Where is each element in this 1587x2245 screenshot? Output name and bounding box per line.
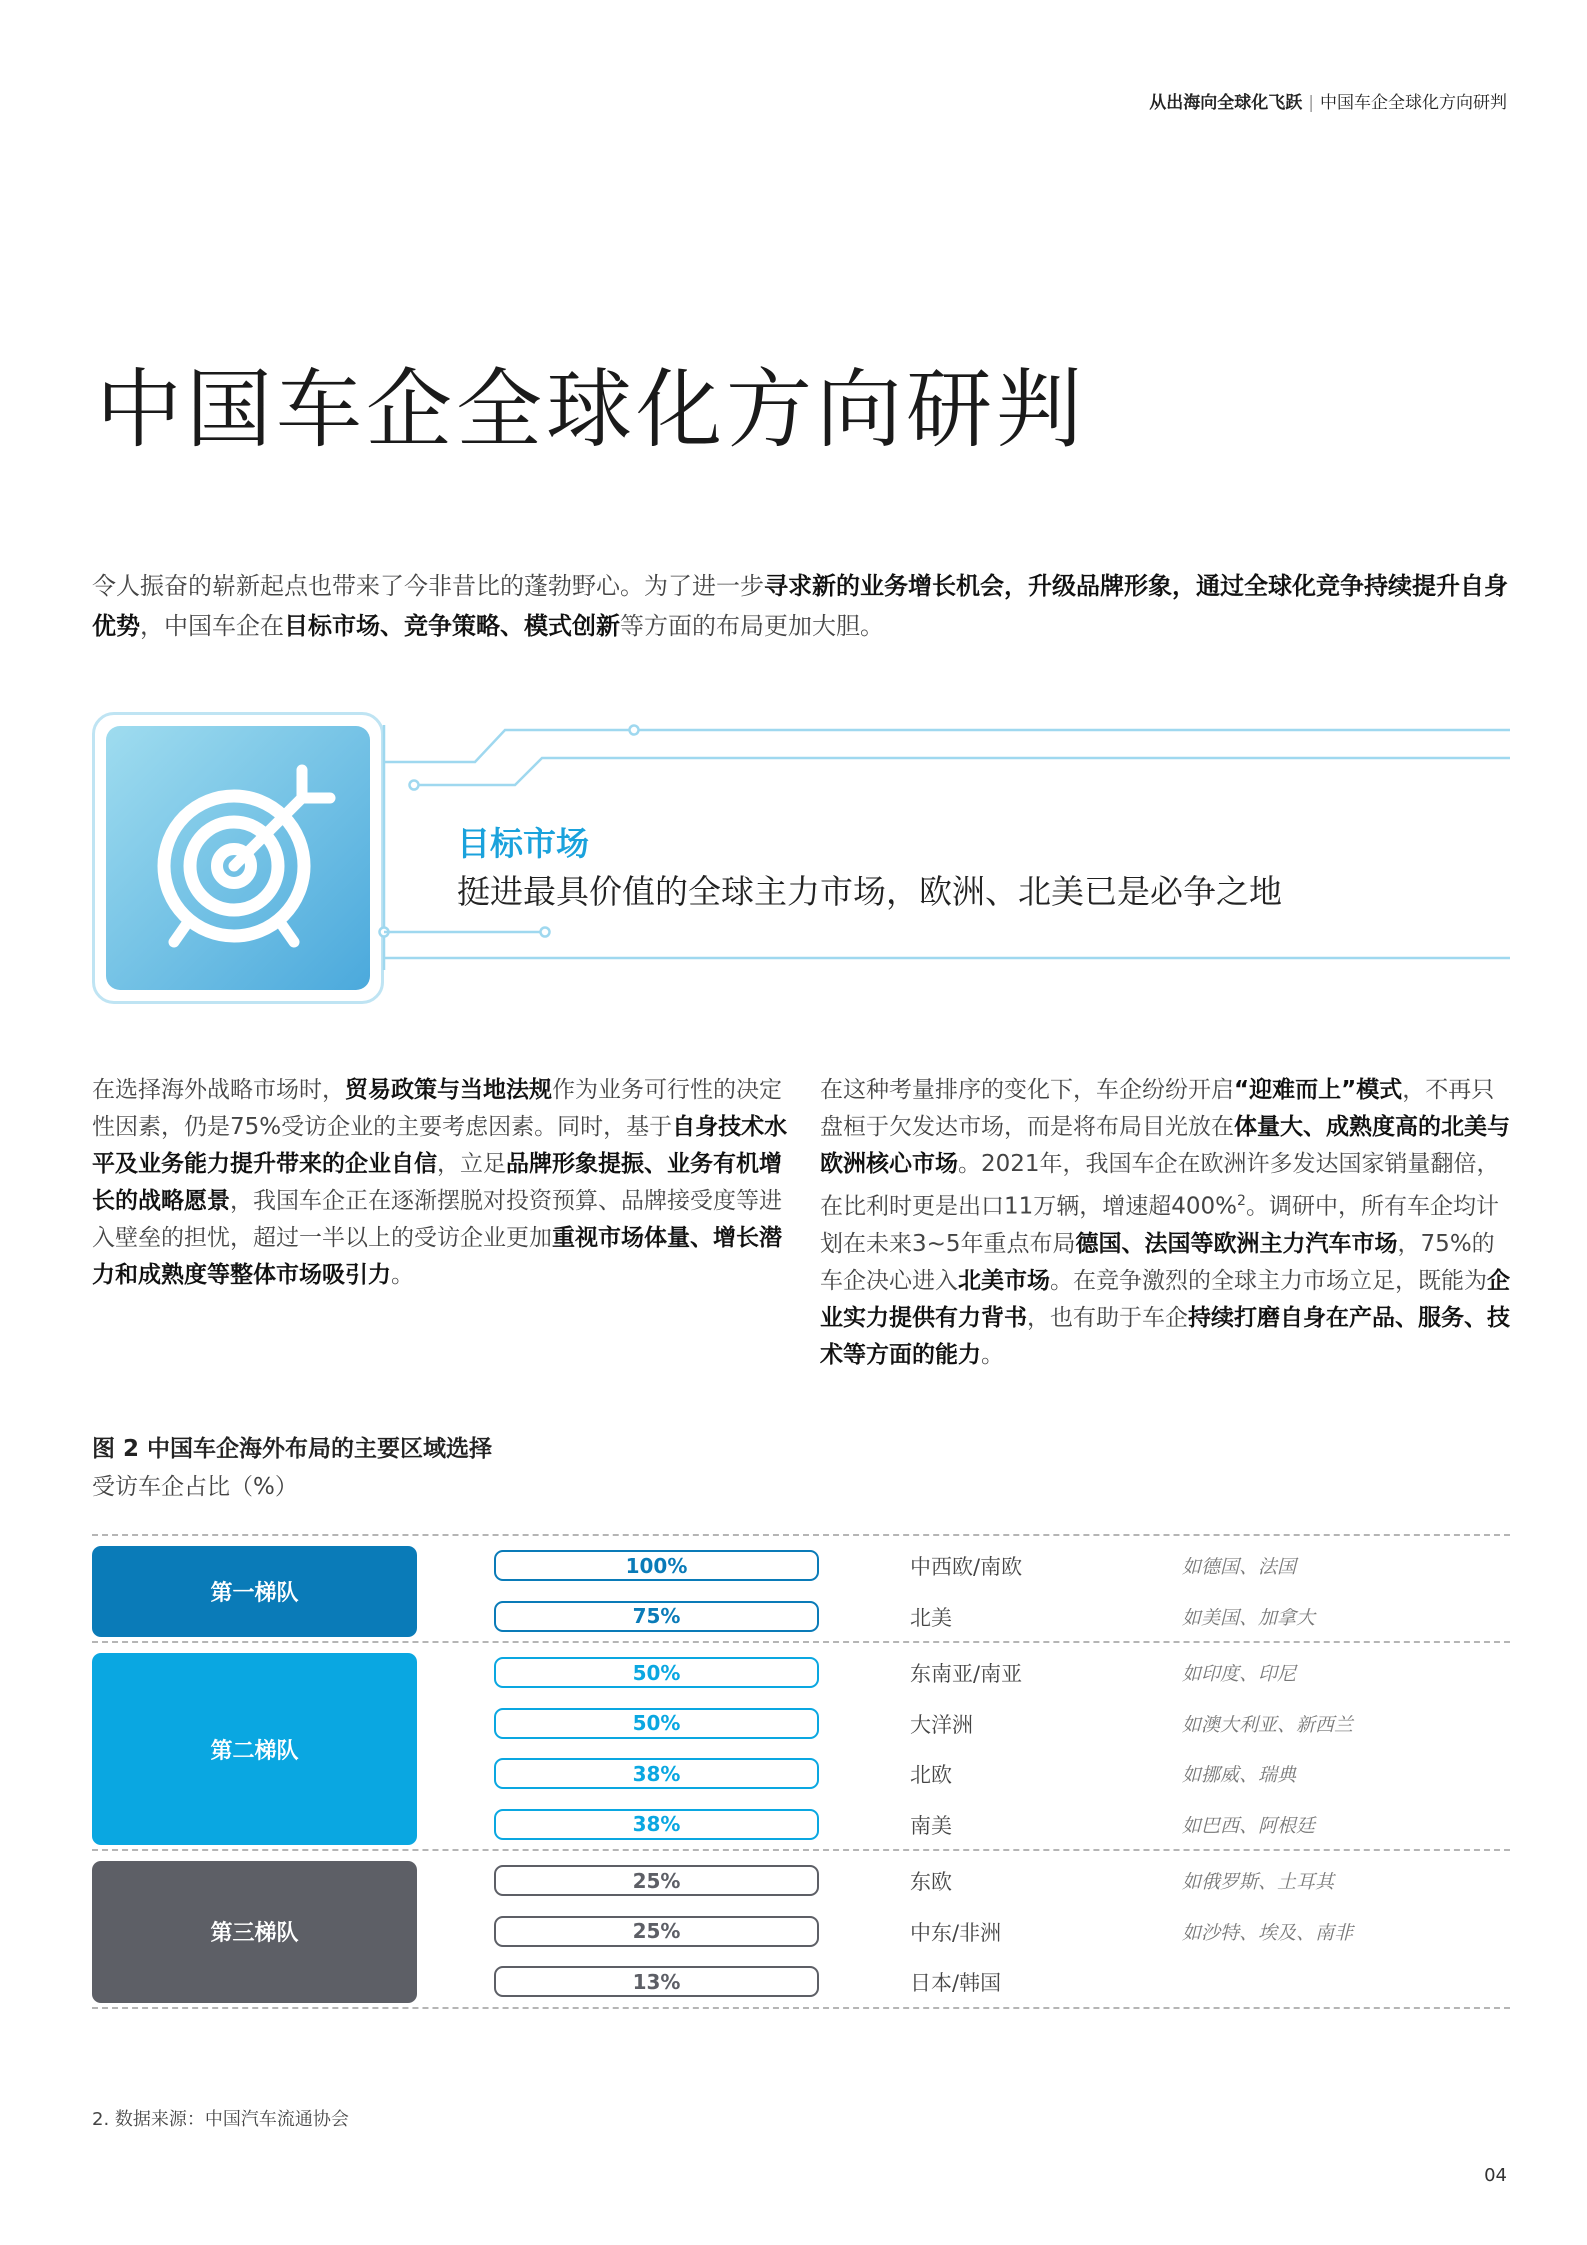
region-example: 如俄罗斯、土耳其: [1182, 1871, 1335, 1894]
page-title: 中国车企全球化方向研判: [96, 360, 1086, 460]
text-run: ，中国车企在: [140, 612, 284, 640]
emphasis-text: 目标市场、竞争策略、模式创新: [284, 612, 620, 640]
text-run: ，我国车企正在逐渐摆脱对投资预算、品牌接受度等进入壁垒的担忧，超过一半以上的受访企业更加: [92, 1188, 782, 1251]
divider-line: [92, 2007, 1510, 2009]
header-bold: 从出海向全球化飞跃: [1149, 93, 1303, 113]
region-example: 如德国、法国: [1182, 1556, 1297, 1579]
text-run: 。在竞争激烈的全球主力市场立足，既能为: [1050, 1267, 1487, 1294]
text-run: ，75%的车企决心进入: [820, 1230, 1495, 1294]
region-label: 东南亚/南亚: [910, 1662, 1023, 1687]
region-label: 东欧: [910, 1870, 952, 1895]
region-label: 北欧: [910, 1763, 952, 1788]
text-run: ，立足: [437, 1151, 506, 1177]
emphasis-text: 贸易政策与当地法规: [345, 1077, 552, 1103]
percent-pill: 100%: [494, 1550, 819, 1581]
section-icon-tile: [106, 726, 370, 990]
section-title: 目标市场: [457, 824, 589, 863]
figure-subtitle: 受访车企占比（%）: [92, 1474, 298, 1500]
tier-badge: 第一梯队: [92, 1546, 417, 1637]
tier-badge: 第三梯队: [92, 1861, 417, 2003]
region-label: 中西欧/南欧: [910, 1555, 1023, 1580]
emphasis-text: 德国、法国等欧洲主力汽车市场: [1075, 1230, 1398, 1257]
region-example: 如挪威、瑞典: [1182, 1764, 1297, 1787]
text-run: 作为业务可行性的决定性因素，仍是75%受访企业的主要考虑因素。同时，基于: [92, 1077, 782, 1140]
percent-pill: 38%: [494, 1758, 819, 1789]
header-text: 中国车企全球化方向研判: [1320, 93, 1507, 113]
header-separator: |: [1308, 93, 1314, 113]
divider-line: [92, 1849, 1510, 1851]
footnote-ref: 2: [1237, 1193, 1246, 1209]
text-run: 令人振奋的崭新起点也带来了今非昔比的蓬勃野心。为了进一步: [92, 572, 764, 600]
figure-title: 图 2 中国车企海外布局的主要区域选择: [92, 1436, 493, 1462]
running-header: [1149, 88, 1507, 113]
emphasis-text: 北美市场: [958, 1267, 1050, 1294]
region-label: 南美: [910, 1813, 952, 1838]
percent-pill: 75%: [494, 1601, 819, 1632]
emphasis-text: 体量大、成熟度高的北美与欧洲核心市场: [820, 1114, 1510, 1177]
region-example: 如澳大利亚、新西兰: [1182, 1713, 1354, 1736]
target-icon: [106, 726, 370, 990]
percent-pill: 25%: [494, 1865, 819, 1896]
text-run: 在这种考量排序的变化下，车企纷纷开启: [820, 1077, 1234, 1103]
percent-pill: 50%: [494, 1657, 819, 1688]
emphasis-text: “迎难而上”模式: [1234, 1077, 1403, 1103]
emphasis-text: 寻求新的业务增长机会，升级品牌形象，通过全球化竞争持续提升自身优势: [92, 572, 1508, 640]
divider-line: [92, 1641, 1510, 1643]
emphasis-text: 品牌形象提振、业务有机增长的战略愿景: [92, 1151, 782, 1214]
text-run: 。: [391, 1262, 414, 1288]
percent-pill: 25%: [494, 1916, 819, 1947]
tier-badge: 第二梯队: [92, 1653, 417, 1845]
page-number: 04: [1484, 2165, 1507, 2186]
text-run: ，不再只盘桓于欠发达市场，而是将布局目光放在: [820, 1077, 1495, 1140]
percent-pill: 13%: [494, 1966, 819, 1997]
text-run: 。2021年，我国车企在欧洲许多发达国家销量翻倍，在比利时更是出口11万辆，增速超400%: [820, 1151, 1500, 1220]
text-run: 。调研中，所有车企均计划在未来3~5年重点布局: [820, 1193, 1499, 1257]
body-column-right: [820, 1072, 1510, 1374]
region-label: 中东/非洲: [910, 1920, 1002, 1945]
footnote: 2. 数据来源：中国汽车流通协会: [92, 2109, 349, 2130]
text-run: 。: [981, 1341, 1004, 1368]
text-run: 在选择海外战略市场时，: [92, 1077, 345, 1103]
percent-pill: 50%: [494, 1708, 819, 1739]
emphasis-text: 重视市场体量、增长潜力和成熟度等整体市场吸引力: [92, 1225, 782, 1288]
region-example: 如巴西、阿根廷: [1182, 1814, 1316, 1837]
region-label: 日本/韩国: [910, 1971, 1002, 1996]
emphasis-text: 持续打磨自身在产品、服务、技术等方面的能力: [820, 1304, 1510, 1368]
region-example: 如印度、印尼: [1182, 1663, 1297, 1686]
emphasis-text: 企业实力提供有力背书: [820, 1267, 1510, 1331]
body-column-left: [92, 1072, 792, 1294]
text-run: ，也有助于车企: [1027, 1304, 1188, 1331]
region-label: 北美: [910, 1605, 952, 1630]
divider-line: [92, 1534, 1510, 1536]
section-subtitle: 挺进最具价值的全球主力市场，欧洲、北美已是必争之地: [457, 872, 1282, 911]
intro-paragraph: [92, 566, 1512, 646]
percent-pill: 38%: [494, 1809, 819, 1840]
region-example: 如美国、加拿大: [1182, 1606, 1316, 1629]
text-run: 等方面的布局更加大胆。: [620, 612, 884, 640]
emphasis-text: 自身技术水平及业务能力提升带来的企业自信: [92, 1114, 788, 1177]
region-example: 如沙特、埃及、南非: [1182, 1921, 1354, 1944]
region-label: 大洋洲: [910, 1712, 973, 1737]
